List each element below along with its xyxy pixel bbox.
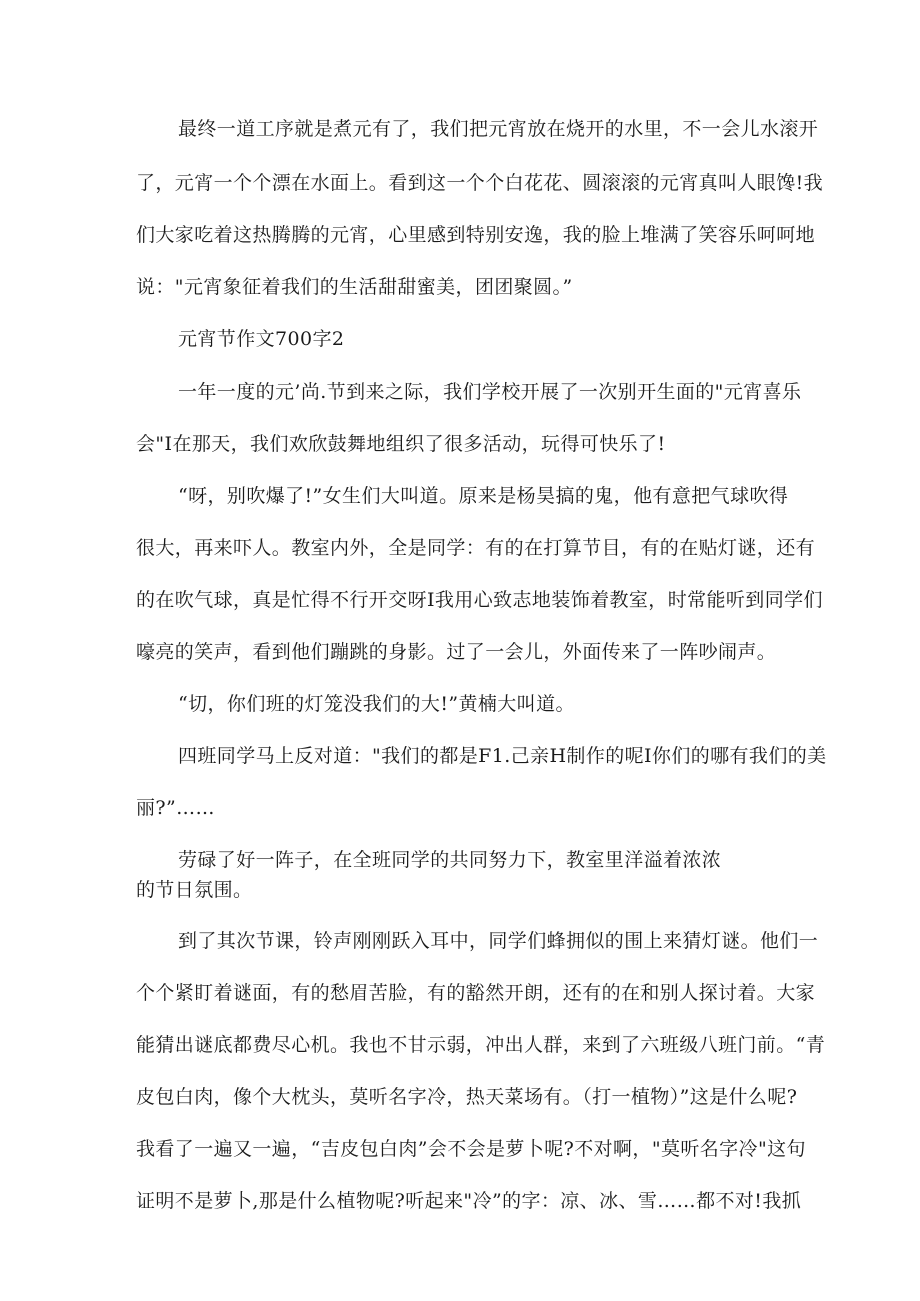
paragraph-line: 了，元宵一个个漂在水面上。看到这一个个白花花、圆滚滚的元宵真叫人眼馋!我 — [136, 172, 824, 194]
paragraph-line: 说："元宵象征着我们的生活甜甜蜜美，团团聚圆。” — [136, 276, 573, 298]
paragraph-line: 我看了一遍又一遍，“吉皮包白肉”会不会是萝卜呢?不对啊，"莫听名字冷"这句 — [136, 1138, 806, 1160]
paragraph-line: 最终一道工序就是煮元有了，我们把元宵放在烧开的水里，不一会儿水滚开 — [178, 118, 819, 140]
paragraph-line: “切，你们班的灯笼没我们的大!”黄楠大叫道。 — [178, 693, 575, 715]
section-heading: 元宵节作文700字2 — [178, 328, 345, 350]
paragraph-line: 嚎亮的笑声，看到他们蹦跳的身影。过了一会儿，外面传来了一阵吵闹声。 — [136, 641, 777, 663]
paragraph-line: 劳碌了好一阵子，在全班同学的共同努力下，教室里洋溢着浓浓 — [178, 849, 722, 871]
paragraph-line: 个个紧盯着谜面，有的愁眉苦脸，有的豁然开朗，还有的在和别人探讨着。大家 — [136, 982, 816, 1004]
paragraph-line: 能猜出谜底都费尽心机。我也不甘示弱，冲出人群，来到了六班级八班门前。“青 — [136, 1034, 826, 1056]
paragraph-line: 会"I在那天，我们欢欣鼓舞地组织了很多活动，玩得可快乐了! — [136, 433, 666, 455]
paragraph-line: 的在吹气球，真是忙得不行开交呀I我用心致志地装饰着教室，时常能听到同学们 — [136, 589, 823, 611]
paragraph-line: 证明不是萝卜,那是什么植物呢?听起来"冷”的字：凉、冰、雪……都不对!我抓 — [136, 1190, 802, 1212]
paragraph-line: 一年一度的元’尚.节到来之际，我们学校开展了一次别开生面的"元宵喜乐 — [178, 381, 802, 403]
paragraph-line: 很大，再来吓人。教室内外，全是同学：有的在打算节目，有的在贴灯谜，还有 — [136, 537, 816, 559]
paragraph-line: 四班同学马上反对道："我们的都是F1.己亲H制作的呢I你们的哪有我们的美 — [178, 745, 827, 767]
paragraph-line: 们大家吃着这热腾腾的元宵，心里感到特别安逸，我的脸上堆满了笑容乐呵呵地 — [136, 224, 816, 246]
paragraph-line: 的节日氛围。 — [136, 879, 253, 901]
paragraph-line: 皮包白肉，像个大枕头，莫听名字冷，热天菜场有。（打一植物）”这是什么呢? — [136, 1086, 798, 1108]
paragraph-line: 丽?”…… — [136, 797, 215, 819]
paragraph-line: 到了其次节课，铃声刚刚跃入耳中，同学们蜂拥似的围上来猜灯谜。他们一 — [178, 930, 819, 952]
paragraph-line: “呀，别吹爆了!”女生们大叫道。原来是杨昊搞的鬼，他有意把气球吹得 — [178, 485, 789, 507]
